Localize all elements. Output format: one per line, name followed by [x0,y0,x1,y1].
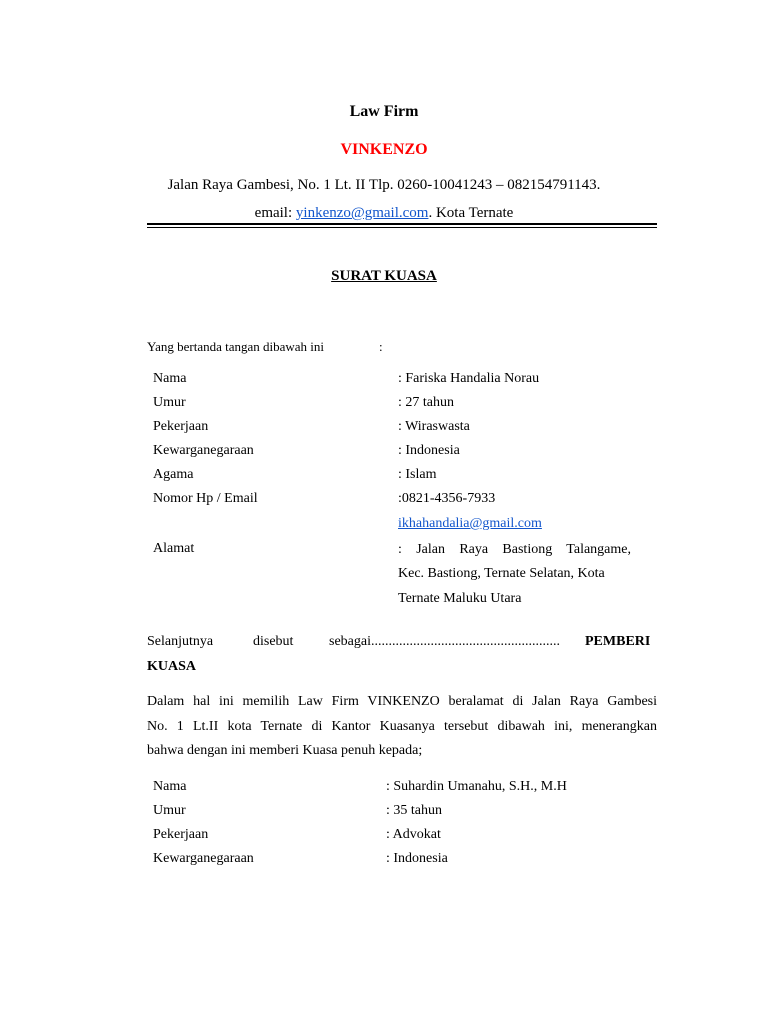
body-line-1: Dalam hal ini memilih Law Firm VINKENZO beralamat di Jalan Raya Gambesi [147,694,657,709]
grantor-occupation-label: Pekerjaan [153,419,209,434]
designation-role-continued: KUASA [147,659,197,674]
designation-word-2: disebut [253,634,294,649]
letterhead-divider-thin [147,227,657,228]
attorney-occupation-label: Pekerjaan [153,827,209,842]
grantor-email-link[interactable]: ikhahandalia@gmail.com [398,516,542,531]
grantor-citizenship-label: Kewarganegaraan [153,443,254,458]
attorney-name-value: : Suhardin Umanahu, S.H., M.H [386,779,567,794]
grantor-name-label: Nama [153,371,187,386]
email-suffix: . Kota Ternate [428,205,514,221]
grantor-address-line-1: : Jalan Raya Bastiong Talangame, [398,542,631,557]
body-line-2: No. 1 Lt.II kota Ternate di Kantor Kuasanya tersebut dibawah ini, menerangkan [147,719,657,734]
grantor-age-value: : 27 tahun [398,395,454,410]
designation-role: PEMBERI [585,634,651,649]
email-prefix: email: [254,205,296,221]
grantor-occupation-value: : Wiraswasta [398,419,470,434]
grantor-religion-label: Agama [153,467,194,482]
letterhead-title: Law Firm [349,103,419,120]
grantor-religion-value: : Islam [398,467,437,482]
grantor-address-label: Alamat [153,541,195,556]
grantor-citizenship-value: : Indonesia [398,443,460,458]
firm-email-line [0,205,768,222]
grantor-phone-label: Nomor Hp / Email [153,491,258,506]
firm-email-link[interactable]: yinkenzo@gmail.com [295,205,429,221]
attorney-name-label: Nama [153,779,187,794]
attorney-age-value: : 35 tahun [386,803,442,818]
attorney-citizenship-value: : Indonesia [386,851,448,866]
firm-address: Jalan Raya Gambesi, No. 1 Lt. II Tlp. 0260-10041243 – 082154791143. [167,177,601,193]
document-title: SURAT KUASA [331,268,437,284]
grantor-phone-value: :0821-4356-7933 [398,491,496,506]
body-line-3: bahwa dengan ini memberi Kuasa penuh kepada; [147,743,423,758]
grantor-address-line-3: Ternate Maluku Utara [398,591,522,606]
attorney-occupation-value: : Advokat [386,827,441,842]
grantor-age-label: Umur [153,395,186,410]
designation-word-1: Selanjutnya [147,634,214,649]
intro-colon: : [379,339,383,354]
designation-word-3: sebagai...................................................... [329,634,560,649]
intro-text: Yang bertanda tangan dibawah ini [147,339,325,354]
firm-name: VINKENZO [340,141,428,158]
attorney-age-label: Umur [153,803,186,818]
attorney-citizenship-label: Kewarganegaraan [153,851,254,866]
grantor-address-line-2: Kec. Bastiong, Ternate Selatan, Kota [398,566,605,581]
grantor-name-value: : Fariska Handalia Norau [398,371,540,386]
letterhead-divider-thick [147,223,657,225]
